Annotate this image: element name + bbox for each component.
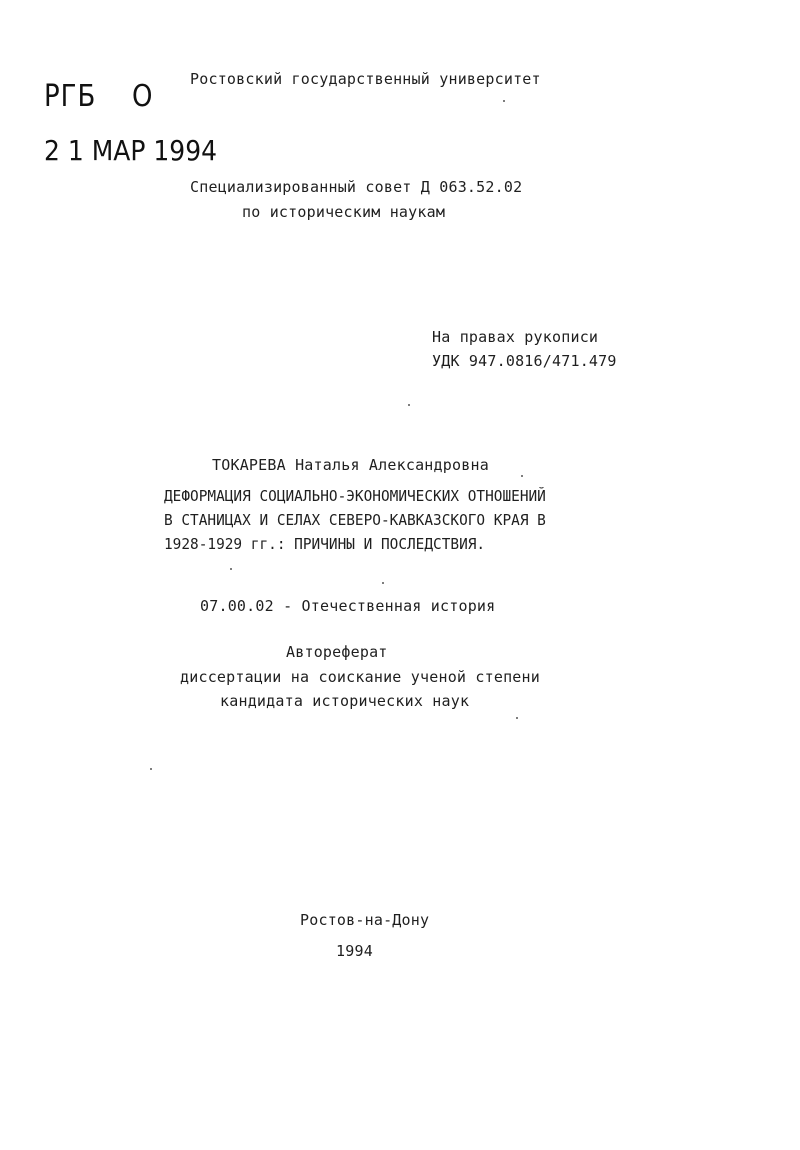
library-stamp-code: РГБ bbox=[44, 79, 97, 115]
scan-speck bbox=[230, 568, 232, 570]
scan-speck bbox=[150, 768, 152, 770]
publication-city: Ростов-на-Дону bbox=[300, 911, 430, 929]
title-line-1: ДЕФОРМАЦИЯ СОЦИАЛЬНО-ЭКОНОМИЧЕСКИХ ОТНОШЕНИЙ bbox=[164, 487, 546, 505]
title-line-2: В СТАНИЦАХ И СЕЛАХ СЕВЕРО-КАВКАЗСКОГО КРАЯ В bbox=[164, 511, 546, 529]
scan-speck bbox=[503, 100, 505, 102]
library-stamp-mark: О bbox=[132, 79, 154, 115]
university-name: Ростовский государственный университет bbox=[190, 70, 541, 88]
abstract-line-3: кандидата исторических наук bbox=[220, 692, 470, 710]
manuscript-rights: На правах рукописи bbox=[432, 328, 599, 346]
abstract-line-2: диссертации на соискание ученой степени bbox=[180, 668, 540, 686]
scan-speck bbox=[382, 582, 384, 584]
library-stamp-date: 2 1 МАР 1994 bbox=[44, 134, 218, 167]
scan-speck bbox=[408, 404, 410, 406]
author-name: ТОКАРЕВА Наталья Александровна bbox=[212, 456, 489, 474]
title-line-3: 1928-1929 гг.: ПРИЧИНЫ И ПОСЛЕДСТВИЯ. bbox=[164, 535, 486, 553]
scan-speck bbox=[516, 717, 518, 719]
council-line-2: по историческим наукам bbox=[242, 203, 446, 221]
council-line-1: Специализированный совет Д 063.52.02 bbox=[190, 178, 523, 196]
scan-speck bbox=[521, 475, 523, 477]
publication-year: 1994 bbox=[336, 942, 373, 960]
udk-code: УДК 947.0816/471.479 bbox=[432, 352, 617, 370]
abstract-label: Автореферат bbox=[286, 643, 388, 661]
specialty: 07.00.02 - Отечественная история bbox=[200, 597, 496, 615]
